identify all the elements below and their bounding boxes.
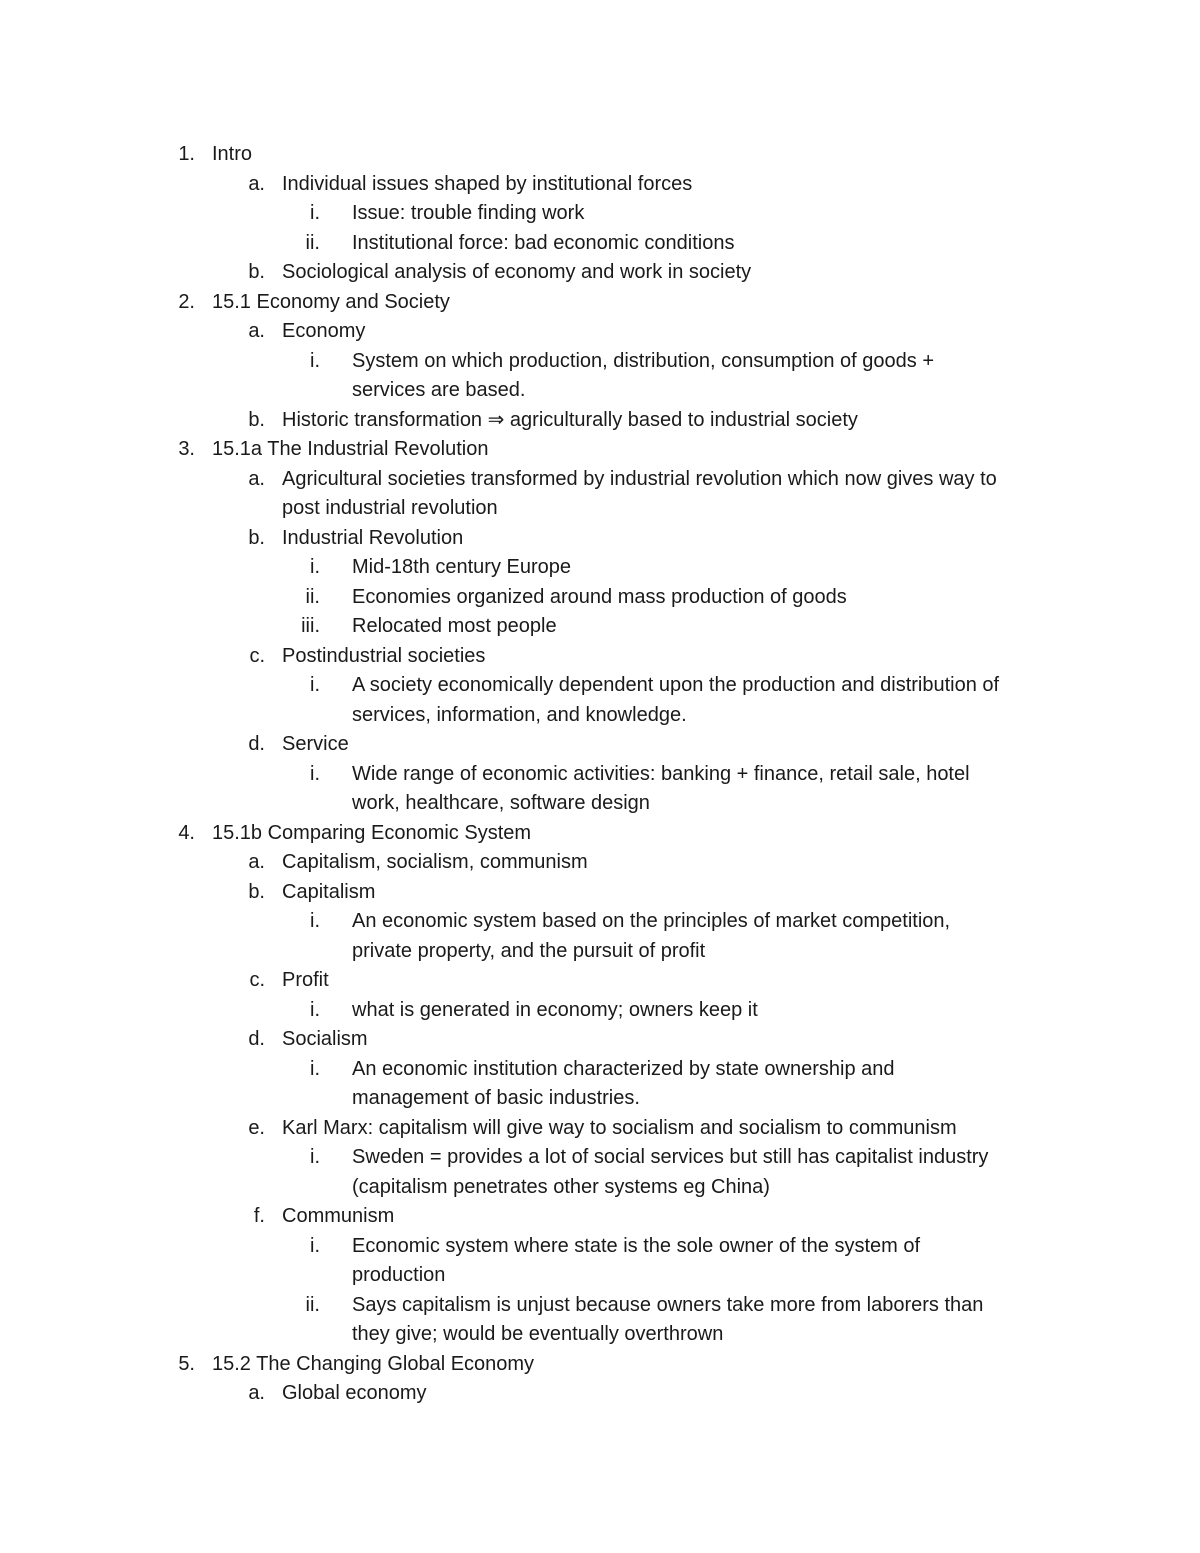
list-marker: b. bbox=[248, 526, 265, 549]
list-marker: d. bbox=[248, 1028, 265, 1050]
list-marker: 1. bbox=[178, 143, 195, 165]
outline-item-level-2 bbox=[0, 1025, 1200, 1055]
list-marker: i. bbox=[310, 202, 320, 224]
outline-item-level-3 bbox=[0, 1055, 1200, 1085]
list-marker: b. bbox=[248, 408, 265, 431]
list-item-text: A society economically dependent upon the production and distribution of bbox=[352, 674, 1000, 696]
list-item-text: Historic transformation ⇒ agriculturally based to industrial society bbox=[282, 408, 858, 431]
outline-item-level-1 bbox=[0, 140, 1200, 170]
outline-item-level-2 bbox=[0, 1202, 1200, 1232]
outline-item-level-3 bbox=[0, 1173, 1200, 1203]
list-marker: i. bbox=[310, 998, 320, 1021]
list-marker: ii. bbox=[305, 585, 320, 608]
list-item-text: Relocated most people bbox=[352, 615, 557, 637]
list-item-text: Socialism bbox=[282, 1028, 368, 1050]
list-item-text: An economic system based on the principles of market competition, bbox=[352, 910, 951, 932]
list-item-text: Issue: trouble finding work bbox=[352, 202, 585, 224]
outline-item-level-3 bbox=[0, 229, 1200, 259]
outline-item-level-3 bbox=[0, 347, 1200, 377]
list-item-text: Economic system where state is the sole owner of the system of bbox=[352, 1234, 921, 1257]
list-item-text: Intro bbox=[212, 143, 253, 165]
outline-item-level-2 bbox=[0, 317, 1200, 347]
outline-item-level-3 bbox=[0, 376, 1200, 406]
list-marker: b. bbox=[248, 261, 265, 283]
outline-item-level-1 bbox=[0, 435, 1200, 465]
list-marker: ii. bbox=[305, 1293, 320, 1316]
list-item-text: Agricultural societies transformed by industrial revolution which now gives way to bbox=[282, 467, 997, 490]
list-item-text: services, information, and knowledge. bbox=[352, 703, 687, 726]
list-marker: c. bbox=[249, 644, 265, 667]
list-marker: a. bbox=[248, 320, 265, 342]
list-marker: i. bbox=[310, 674, 320, 696]
list-item-text: Service bbox=[282, 733, 349, 755]
outline-item-level-2 bbox=[0, 1114, 1200, 1144]
list-marker: iii. bbox=[301, 615, 320, 637]
list-item-text: Sociological analysis of economy and work in society bbox=[282, 261, 752, 283]
list-marker: a. bbox=[248, 1382, 265, 1404]
list-item-text: Capitalism bbox=[282, 880, 376, 903]
list-marker: 5. bbox=[178, 1352, 195, 1375]
outline-item-level-3 bbox=[0, 1232, 1200, 1262]
outline-item-level-3 bbox=[0, 789, 1200, 819]
list-item-text: private property, and the pursuit of profit bbox=[352, 939, 706, 962]
list-item-text: 15.1b Comparing Economic System bbox=[212, 821, 532, 844]
list-item-text: post industrial revolution bbox=[282, 497, 498, 519]
outline-item-level-3 bbox=[0, 1143, 1200, 1173]
list-item-text: Institutional force: bad economic conditions bbox=[352, 231, 735, 254]
list-item-text: Profit bbox=[282, 969, 329, 991]
outline-item-level-2 bbox=[0, 878, 1200, 908]
list-item-text: An economic institution characterized by state ownership and bbox=[352, 1057, 895, 1080]
list-item-text: Wide range of economic activities: banking + finance, retail sale, hotel bbox=[352, 762, 970, 785]
list-marker: i. bbox=[310, 556, 320, 578]
outline-item-level-3 bbox=[0, 907, 1200, 937]
list-item-text: System on which production, distribution, consumption of goods + bbox=[352, 349, 934, 372]
list-item-text: Karl Marx: capitalism will give way to socialism and socialism to communism bbox=[282, 1116, 957, 1139]
list-marker: e. bbox=[248, 1116, 265, 1139]
outline-item-level-3 bbox=[0, 553, 1200, 583]
outline-item-level-3 bbox=[0, 199, 1200, 229]
list-item-text: Communism bbox=[282, 1205, 395, 1227]
list-item-text: Sweden = provides a lot of social services but still has capitalist industry bbox=[352, 1146, 989, 1168]
list-item-text: production bbox=[352, 1264, 446, 1286]
outline-item-level-2 bbox=[0, 494, 1200, 524]
list-marker: 2. bbox=[178, 290, 195, 313]
list-item-text: Capitalism, socialism, communism bbox=[282, 851, 588, 873]
list-marker: ii. bbox=[305, 231, 320, 254]
outline-item-level-2 bbox=[0, 406, 1200, 436]
outline-item-level-2 bbox=[0, 848, 1200, 878]
list-item-text: work, healthcare, software design bbox=[352, 792, 650, 814]
list-item-text: (capitalism penetrates other systems eg China) bbox=[352, 1175, 770, 1198]
list-item-text: they give; would be eventually overthrown bbox=[352, 1323, 724, 1345]
outline-item-level-2 bbox=[0, 170, 1200, 200]
outline-item-level-2 bbox=[0, 642, 1200, 672]
outline-item-level-2 bbox=[0, 524, 1200, 554]
list-marker: 3. bbox=[178, 438, 195, 460]
list-item-text: 15.1 Economy and Society bbox=[212, 290, 450, 313]
list-item-text: Mid-18th century Europe bbox=[352, 556, 572, 578]
outline-item-level-3 bbox=[0, 1320, 1200, 1350]
outline-item-level-1 bbox=[0, 819, 1200, 849]
list-item-text: Economy bbox=[282, 320, 366, 342]
list-item-text: Global economy bbox=[282, 1382, 427, 1404]
outline-item-level-2 bbox=[0, 730, 1200, 760]
list-item-text: services are based. bbox=[352, 379, 526, 401]
outline-item-level-3 bbox=[0, 1261, 1200, 1291]
list-item-text: management of basic industries. bbox=[352, 1087, 640, 1109]
outline-item-level-2 bbox=[0, 1379, 1200, 1409]
outline-item-level-1 bbox=[0, 288, 1200, 318]
list-marker: i. bbox=[310, 349, 320, 372]
list-item-text: Postindustrial societies bbox=[282, 644, 486, 667]
list-item-text: Says capitalism is unjust because owners take more from laborers than bbox=[352, 1293, 984, 1316]
list-marker: i. bbox=[310, 1057, 320, 1080]
outline-item-level-3 bbox=[0, 937, 1200, 967]
list-item-text: Industrial Revolution bbox=[282, 526, 464, 549]
list-marker: a. bbox=[248, 467, 265, 490]
outline-item-level-3 bbox=[0, 671, 1200, 701]
outline-item-level-3 bbox=[0, 701, 1200, 731]
list-marker: b. bbox=[248, 880, 265, 903]
list-marker: i. bbox=[310, 910, 320, 932]
list-marker: f. bbox=[253, 1205, 265, 1227]
document-page bbox=[0, 140, 1200, 1409]
outline-item-level-3 bbox=[0, 996, 1200, 1026]
outline-item-level-2 bbox=[0, 966, 1200, 996]
outline-item-level-3 bbox=[0, 583, 1200, 613]
list-item-text: what is generated in economy; owners keep it bbox=[352, 998, 758, 1021]
list-marker: d. bbox=[248, 733, 265, 755]
list-marker: c. bbox=[249, 969, 265, 991]
list-marker: i. bbox=[310, 1146, 320, 1168]
outline-item-level-3 bbox=[0, 1291, 1200, 1321]
outline-item-level-3 bbox=[0, 612, 1200, 642]
outline-item-level-3 bbox=[0, 760, 1200, 790]
outline-item-level-1 bbox=[0, 1350, 1200, 1380]
outline-item-level-3 bbox=[0, 1084, 1200, 1114]
list-item-text: 15.2 The Changing Global Economy bbox=[212, 1352, 535, 1375]
list-item-text: Economies organized around mass production of goods bbox=[352, 585, 847, 608]
list-item-text: Individual issues shaped by institutional forces bbox=[282, 172, 693, 195]
outline-item-level-2 bbox=[0, 258, 1200, 288]
list-marker: i. bbox=[310, 762, 320, 785]
list-marker: 4. bbox=[178, 821, 195, 844]
list-marker: a. bbox=[248, 851, 265, 873]
list-marker: a. bbox=[248, 172, 265, 195]
outline-item-level-2 bbox=[0, 465, 1200, 495]
list-marker: i. bbox=[310, 1234, 320, 1257]
list-item-text: 15.1a The Industrial Revolution bbox=[212, 438, 489, 460]
